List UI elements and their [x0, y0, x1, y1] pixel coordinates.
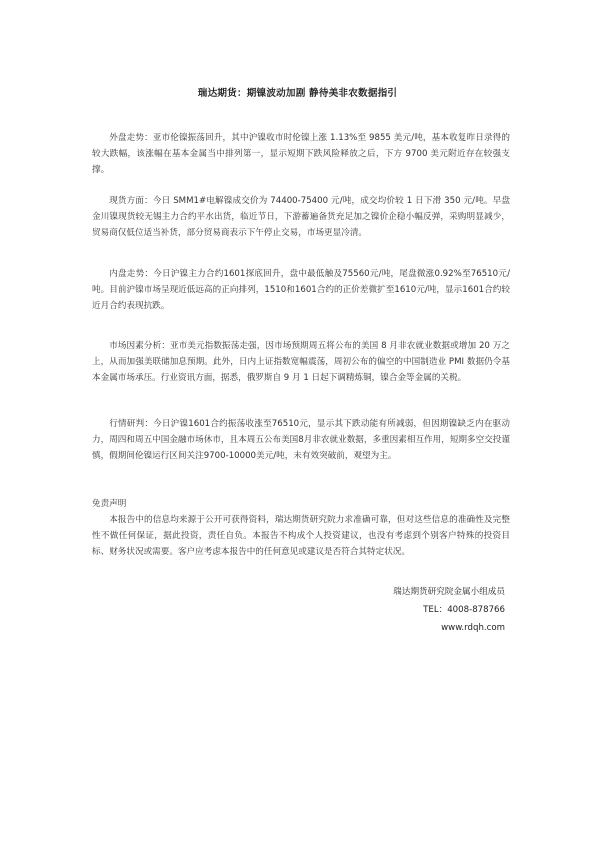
paragraph-market-factors: 市场因素分析：亚市美元指数振荡走强，因市场预期周五将公布的美国 8 月非农就业数据或增加 20 万之上，从而加强美联储加息预期。此外，日内上证指数宽幅震荡，周初公布的偏空的中国制造业 PMI 数据仍令基本金属市场承压。行业资讯方面，据悉，俄罗斯自 9 月 1 日起下调精炼铜，镍合金等金属的关税。 [92, 341, 510, 383]
signature-website[interactable]: www.rdqh.com [441, 623, 505, 633]
signature-team: 瑞达期货研究院金属小组成员 [393, 587, 505, 597]
paragraph-external-market: 外盘走势：亚市伦镍振荡回升，其中沪镍收市时伦镍上涨 1.13%至 9855 美元/吨，基本收复昨日录得的较大跌幅，该涨幅在基本金属当中排列第一，显示短期下跌风险释放之后，下方 9700 美元附近存在较强支撑。 [92, 133, 510, 175]
disclaimer-heading: 免责声明 [92, 499, 127, 509]
signature-phone: TEL：4008-878766 [423, 605, 505, 615]
paragraph-spot-market: 现货方面：今日 SMM1#电解镍成交价为 74400-75400 元/吨，成交均价较 1 日下滑 350 元/吨。早盘金川镍现货较无锡主力合约平水出货，临近节日，下游蓄遍备货充足加之镍价企稳小幅反弹，采购明显减少，贸易商仅低位适当补货，部分贸易商表示下午停止交易，市场更显冷清。 [92, 196, 510, 238]
report-title: 瑞达期货：期镍波动加剧 静待美非农数据指引 [197, 88, 398, 99]
paragraph-domestic-market: 内盘走势：今日沪镍主力合约1601探底回升，盘中最低触及75560元/吨，尾盘微涨0.92%至76510元/吨。目前沪镍市场呈现近低远高的正向排列，1510和1601合约的正价差微扩至1610元/吨，显示1601合约较近月合约表现抗跌。 [92, 269, 510, 311]
disclaimer-text: 本报告中的信息均来源于公开可获得资料，瑞达期货研究院力求准确可靠，但对这些信息的准确性及完整性不做任何保证，据此投资，责任自负。本报告不构成个人投资建议，也没有考虑到个别客户特殊的投资目标、财务状况或需要。客户应考虑本报告中的任何意见或建议是否符合其特定状况。 [92, 515, 510, 557]
paragraph-outlook: 行情研判：今日沪镍1601合约振荡收涨至76510元，显示其下跌动能有所减弱，但因期镍缺乏内在驱动力，周四和周五中国金融市场休市，且本周五公布美国8月非农就业数据，多重因素相互作用，短期多空交投谨慎，假期间伦镍运行区间关注9700-10000美元/吨，未有效突破前，观望为主。 [92, 419, 510, 461]
